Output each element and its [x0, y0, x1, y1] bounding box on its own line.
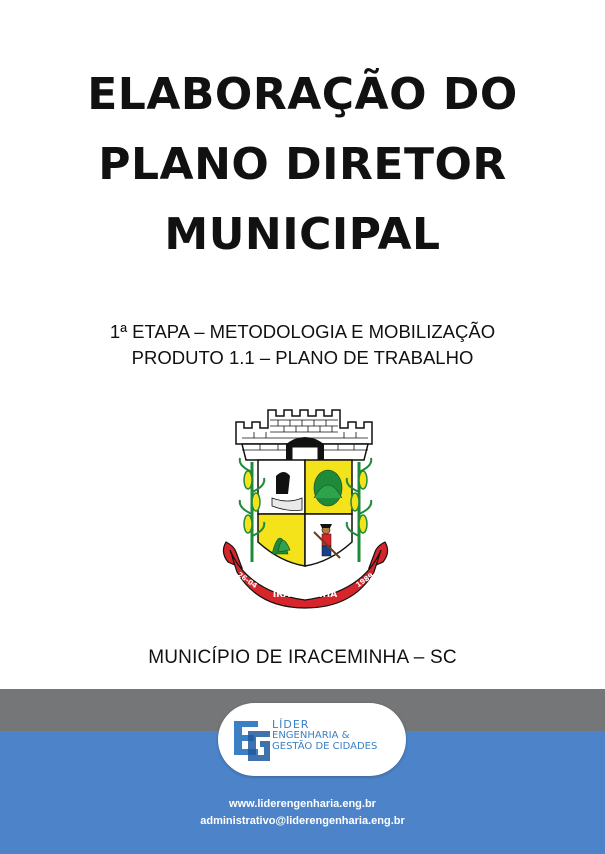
- contact-info: [0, 796, 605, 830]
- municipality-name: MUNICÍPIO DE IRACEMINHA – SC: [148, 647, 457, 668]
- company-logo: [218, 703, 406, 776]
- main-title-line-2: PLANO DIRETOR: [98, 139, 507, 190]
- main-title: [0, 60, 605, 270]
- email-link[interactable]: administrativo@liderengenharia.eng.br: [200, 815, 405, 827]
- main-title-line-1: ELABORAÇÃO DO: [87, 69, 518, 120]
- logo-line-2: ENGENHARIA &: [272, 730, 350, 741]
- ribbon-name: IRACEMINHA: [272, 590, 338, 600]
- logo-line-1: LÍDER: [272, 718, 310, 731]
- logo-line-3: GESTÃO DE CIDADES: [272, 741, 378, 752]
- company-logo-text: [272, 719, 377, 752]
- website-link[interactable]: www.liderengenharia.eng.br: [229, 798, 376, 810]
- subtitle: [0, 319, 605, 371]
- coat-of-arms-icon: [218, 402, 393, 612]
- subtitle-product: PRODUTO 1.1 – PLANO DE TRABALHO: [131, 347, 474, 368]
- ribbon-year-right: 1989: [354, 571, 376, 590]
- main-title-line-3: MUNICIPAL: [164, 209, 441, 260]
- lider-eg-logo-icon: [228, 715, 276, 765]
- subtitle-stage: 1ª ETAPA – METODOLOGIA E MOBILIZAÇÃO: [109, 321, 496, 342]
- ribbon-date-left: 26-04: [235, 570, 259, 591]
